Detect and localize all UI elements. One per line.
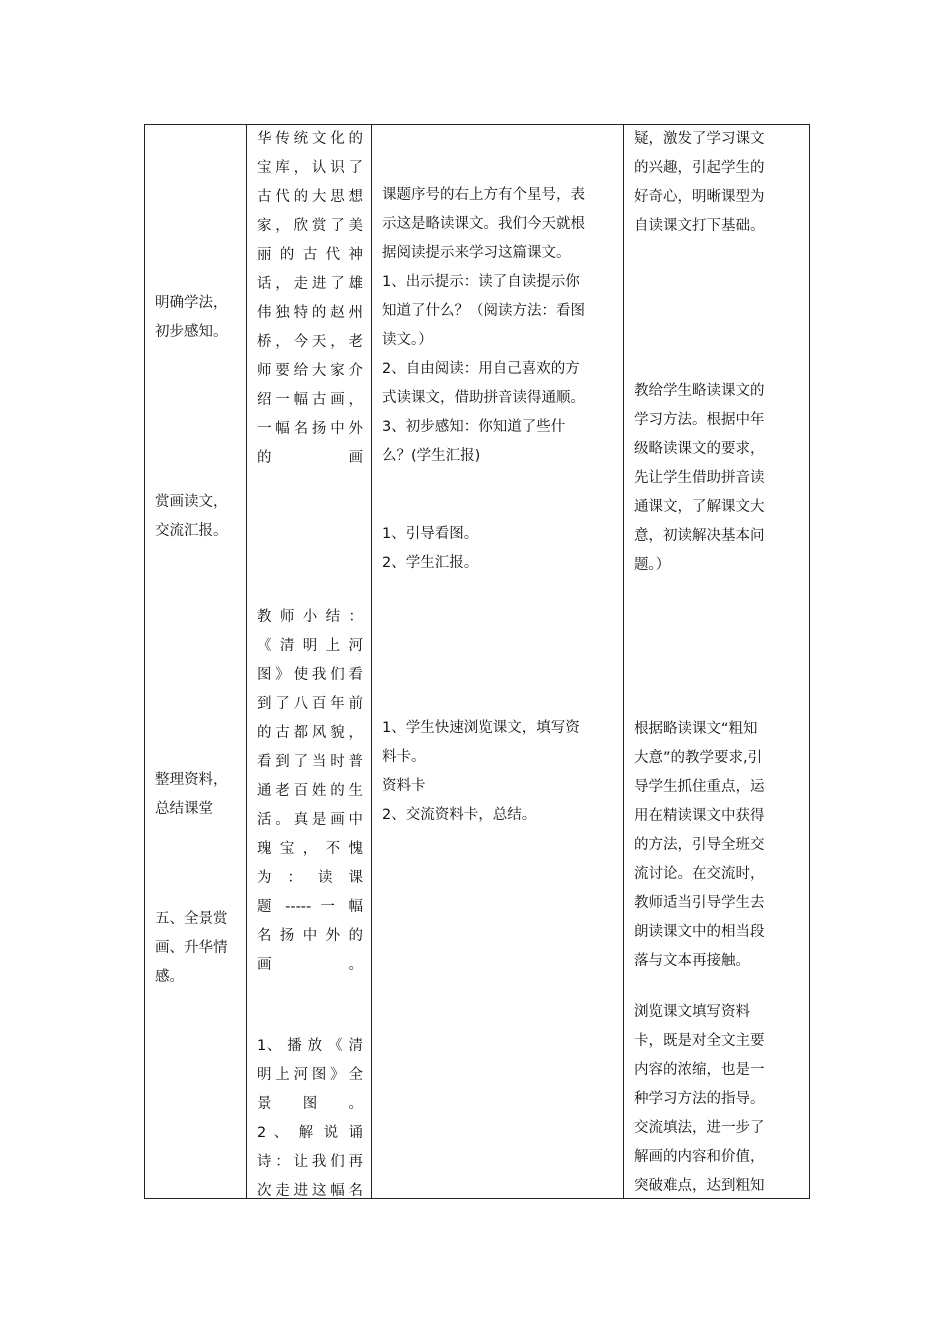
content-column (247, 125, 372, 1199)
intent-column (624, 125, 810, 1199)
table-row (145, 125, 810, 1199)
content-play-panorama: 1、 播 放 《 清 明上河图》全 景图。 2 、 解 说 诵 诗：让我们再 次走进这幅名 (257, 1038, 363, 1199)
stage-appreciate-painting: 赏画读文， 交流汇报。 (155, 494, 228, 539)
activity-view-painting: 1、引导看图。 2、学生汇报。 (382, 526, 479, 571)
stage-organize-summary: 整理资料， 总结课堂 (155, 772, 228, 817)
lesson-plan-table (144, 124, 810, 1199)
stage-panorama: 五、全景赏 画、升华情 感。 (155, 911, 228, 985)
activity-info-card: 1、学生快速浏览课文，填写资 料卡。 资料卡 2、交流资料卡，总结。 (382, 720, 580, 823)
stage-column (145, 125, 247, 1199)
content-teacher-summary: 教 师 小 结 ： 《 清 明 上 河 图》使我们看 到了八百年前 的古都风貌， 看到了当时普 通老百姓的生 活。真是画中 瑰 宝 ， 不 愧 为 ： 读 课 题 ----- 一 幅 名 扬 中 外 的 画。 (257, 609, 363, 973)
activity-reading-steps: 课题序号的右上方有个星号，表 示这是略读课文。我们今天就根 据阅读提示来学习这篇课文。 1、出示提示：读了自读提示你 知道了什么？（阅读方法：看图 读文。） 2、自由阅读：用自己喜欢的方 式读课文，借助拼音读得通顺。 3、初步感知：你知道了些什 么？(学生汇报) (382, 187, 585, 464)
content-intro-text: 华传统文化的 宝库，认识了 古代的大思想 家，欣赏了美 丽 的 古 代 神 话，走进了雄 伟独特的赵州 桥，今天，老 师要给大家介 绍一幅古画， 一幅名扬中外 的画 (257, 131, 363, 466)
stage-clarify-method: 明确学法， 初步感知。 (155, 295, 228, 340)
intent-reading-method: 教给学生略读课文的 学习方法。根据中年 级略读课文的要求， 先让学生借助拼音读 通课文，了解课文大 意，初读解决基本问 题。） (634, 383, 765, 573)
activity-column (372, 125, 624, 1199)
intent-info-card-purpose: 浏览课文填写资料 卡，既是对全文主要 内容的浓缩，也是一 种学习方法的指导。 交流填法，进一步了 解画的内容和价值， 突破难点，达到粗知 (634, 1004, 765, 1194)
intent-arouse-interest: 疑，激发了学习课文 的兴趣，引起学生的 好奇心，明晰课型为 自读课文打下基础。 (634, 131, 765, 234)
intent-key-points: 根据略读课文“粗知 大意”的教学要求,引 导学生抓住重点，运 用在精读课文中获得 的方法，引导全班交 流讨论。在交流时， 教师适当引导学生去 朗读课文中的相当段 落与文本再接触。 (634, 721, 765, 969)
